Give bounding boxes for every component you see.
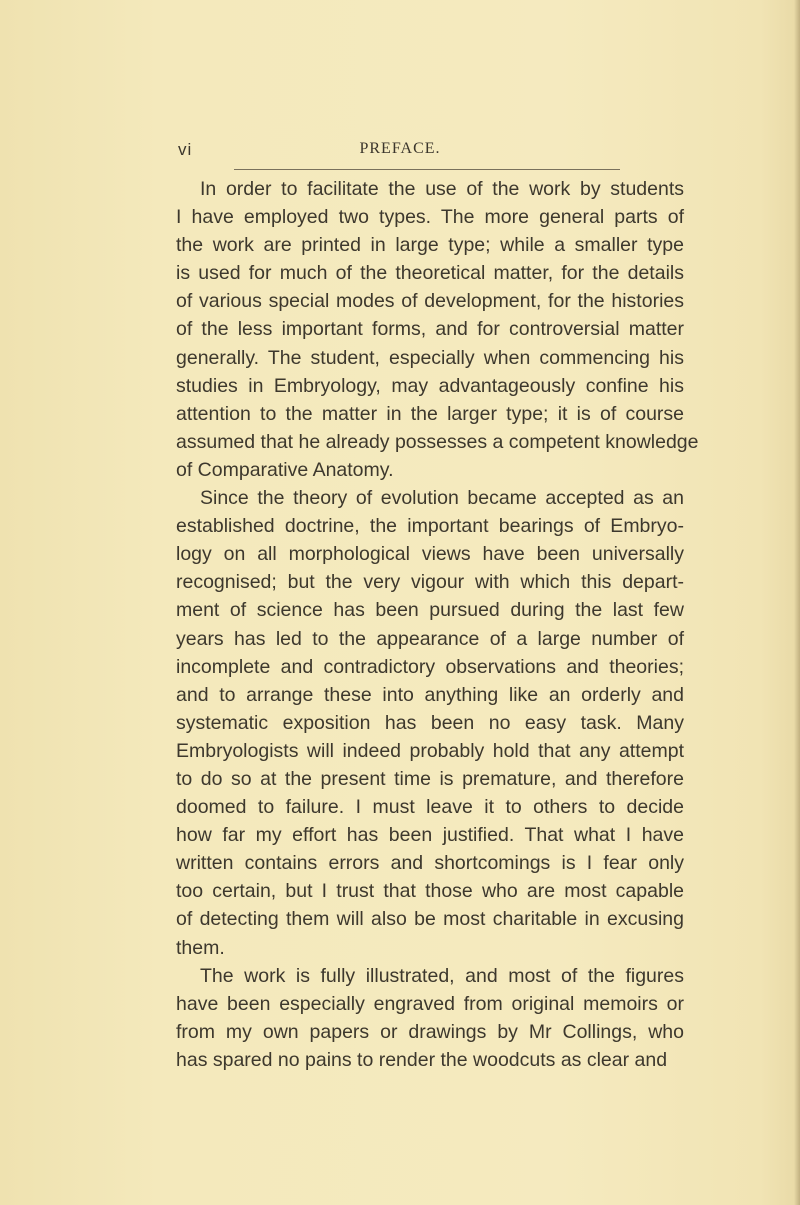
text-line: written contains errors and shortcomings is I fear only (176, 852, 684, 875)
text-line: generally. The student, especially when commencing his (176, 346, 684, 369)
text-line: is used for much of the theoretical matter, for the details (176, 262, 684, 285)
text-line: ment of science has been pursued during the last few (176, 599, 684, 622)
paragraph (176, 962, 684, 1074)
text-line: to do so at the present time is premature, and therefore (176, 767, 684, 790)
text-line: them. (176, 936, 225, 959)
text-line: from my own papers or drawings by Mr Collings, who (176, 1020, 684, 1043)
text-line: and to arrange these into anything like an orderly and (176, 683, 684, 706)
page-edge-shadow (794, 0, 800, 1205)
text-line: have been especially engraved from original memoirs or (176, 992, 684, 1015)
text-line: incomplete and contradictory observations and theories; (176, 655, 684, 678)
text-line: years has led to the appearance of a large number of (176, 627, 684, 650)
text-line: Since the theory of evolution became accepted as an (200, 487, 684, 510)
header-rule (234, 169, 620, 170)
body-text (176, 175, 699, 1074)
text-line: of Comparative Anatomy. (176, 458, 394, 481)
page-number: vi (178, 140, 193, 159)
text-line: I have employed two types. The more general parts of (176, 206, 684, 229)
text-line: of various special modes of development, for the histories (176, 290, 684, 313)
text-line: of the less important forms, and for controversial matter (176, 318, 684, 341)
text-line: doomed to failure. I must leave it to others to decide (176, 796, 684, 819)
paragraph (176, 175, 699, 484)
text-line: studies in Embryology, may advantageously confine his (176, 374, 684, 397)
text-line: established doctrine, the important bearings of Embryo- (176, 515, 684, 538)
text-line: recognised; but the very vigour with which this depart- (176, 571, 684, 594)
page-header (0, 140, 800, 166)
text-line: Embryologists will indeed probably hold that any attempt (176, 739, 684, 762)
text-line: systematic exposition has been no easy task. Many (176, 711, 684, 734)
text-line: logy on all morphological views have been universally (176, 543, 684, 566)
paragraph (176, 484, 684, 962)
text-line: how far my effort has been justified. That what I have (176, 824, 684, 847)
running-head: PREFACE. (359, 140, 441, 157)
text-line: the work are printed in large type; while a smaller type (176, 234, 684, 257)
text-line: The work is fully illustrated, and most of the figures (200, 964, 684, 987)
text-line: assumed that he already possesses a competent knowledge (176, 430, 699, 453)
text-line: attention to the matter in the larger type; it is of course (176, 402, 684, 425)
text-line: has spared no pains to render the woodcuts as clear and (176, 1048, 668, 1071)
text-line: of detecting them will also be most charitable in excusing (176, 908, 684, 931)
text-line: In order to facilitate the use of the work by students (200, 178, 684, 200)
text-line: too certain, but I trust that those who are most capable (176, 880, 684, 903)
